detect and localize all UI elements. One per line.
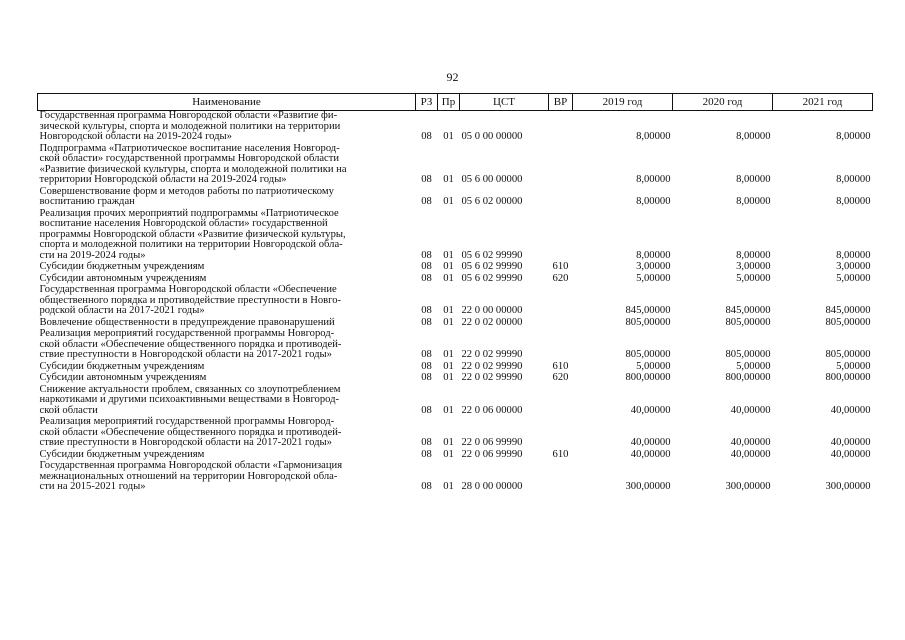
row-2020: 845,00000 (725, 305, 771, 316)
row-name: Реализация мероприятий государственной программы Новгород- ской области «Обеспечение общественного порядка и противодей- ствие преступности в Новгородской области на 2017-2021 годы» (39, 416, 342, 448)
row-rz: 08 (421, 131, 432, 142)
row-pr: 01 (443, 272, 454, 284)
budget-table (37, 93, 873, 494)
row-2019: 8,00000 (636, 131, 671, 142)
row-2020: 8,00000 (736, 174, 771, 185)
row-cst: 22 0 02 99990 (461, 372, 523, 383)
row-name: Подпрограмма «Патриотическое воспитание населения Новгород- ской области» государственной программы Новгородской области «Развитие физической культуры, спорта и молодежной политики на территории Новгородской области на 2019-2024 годы» (39, 142, 347, 185)
row-vr (549, 318, 573, 330)
row-2020: 5,00000 (736, 272, 771, 284)
row-vr (549, 144, 573, 187)
table-row (38, 373, 873, 385)
row-vr: 620 (552, 272, 569, 284)
row-cst: 22 0 06 00000 (461, 404, 523, 416)
row-2021: 805,00000 (825, 316, 871, 328)
row-2019: 5,00000 (636, 272, 671, 284)
row-2021: 8,00000 (836, 174, 871, 185)
header-2020: 2020 год (673, 94, 773, 111)
row-name: Реализация прочих мероприятий подпрограммы «Патриотическое воспитание населения Новгородской области» государственной программы Новгородской области «Развитие физической культуры, спорта и молодежной политики на территории Новгородской обла- сти на 2019-2024 годы» (39, 207, 346, 261)
row-2021: 805,00000 (825, 349, 871, 360)
row-cst: 22 0 00 00000 (461, 305, 523, 316)
row-rz: 08 (421, 305, 432, 316)
row-pr: 01 (443, 372, 454, 383)
row-name: Субсидии бюджетным учреждениям (39, 360, 205, 372)
row-2021: 40,00000 (830, 404, 871, 416)
row-2021: 5,00000 (836, 272, 871, 284)
row-2019: 8,00000 (636, 249, 671, 261)
table-row (38, 385, 873, 418)
row-2019: 805,00000 (625, 316, 671, 328)
table-row (38, 209, 873, 263)
row-2020: 5,00000 (736, 360, 771, 372)
header-vr: ВР (549, 94, 573, 111)
row-2021: 5,00000 (836, 360, 871, 372)
row-2021: 40,00000 (830, 437, 871, 448)
row-name: Реализация мероприятий государственной программы Новгород- ской области «Обеспечение общественного порядка и противодей- ствие преступности в Новгородской области на 2017-2021 годы» (39, 328, 342, 360)
row-2019: 5,00000 (636, 360, 671, 372)
table-row (38, 262, 873, 274)
row-rz: 08 (421, 481, 432, 492)
row-rz: 08 (421, 249, 432, 261)
row-vr (549, 385, 573, 418)
row-name: Субсидии автономным учреждениям (39, 372, 207, 383)
header-rz: РЗ (416, 94, 438, 111)
row-rz: 08 (421, 437, 432, 448)
row-2019: 800,00000 (625, 372, 671, 383)
row-rz: 08 (421, 272, 432, 284)
header-2019: 2019 год (573, 94, 673, 111)
row-vr (549, 111, 573, 144)
row-cst: 22 0 06 99990 (461, 448, 523, 460)
row-2019: 845,00000 (625, 305, 671, 316)
row-name: Государственная программа Новгородской области «Обеспечение общественного порядка и противодействие преступности в Новго- родской области на 2017-2021 годы» (39, 284, 342, 316)
row-2019: 300,00000 (625, 481, 671, 492)
row-name: Государственная программа Новгородской области «Развитие фи- зической культуры, спорта и молодежной политики на территории Новгородской области на 2019-2024 годы» (39, 110, 341, 142)
row-cst: 28 0 00 00000 (461, 481, 523, 492)
row-name: Субсидии бюджетным учреждениям (39, 448, 205, 460)
row-pr: 01 (443, 349, 454, 360)
header-name: Наименование (38, 94, 416, 111)
row-name: Субсидии автономным учреждениям (39, 272, 207, 284)
row-2020: 300,00000 (725, 481, 771, 492)
row-cst: 05 6 02 00000 (461, 196, 523, 207)
row-2020: 40,00000 (730, 437, 771, 448)
row-pr: 01 (443, 316, 454, 328)
header-cst: ЦСТ (460, 94, 549, 111)
row-vr: 610 (552, 448, 569, 460)
row-vr: 610 (552, 360, 569, 372)
row-name: Субсидии бюджетным учреждениям (39, 261, 205, 272)
page-number: 92 (446, 70, 459, 84)
row-2021: 8,00000 (836, 249, 871, 261)
row-pr: 01 (443, 437, 454, 448)
row-pr: 01 (443, 196, 454, 207)
row-2020: 805,00000 (725, 349, 771, 360)
row-vr (549, 417, 573, 450)
row-2020: 40,00000 (730, 448, 771, 460)
row-name: Государственная программа Новгородской области «Гармонизация межнациональных отношений на территории Новгородской обла- сти на 2015-2021 годы» (39, 460, 343, 492)
row-rz: 08 (421, 316, 432, 328)
row-pr: 01 (443, 448, 454, 460)
row-vr (549, 285, 573, 318)
row-2021: 800,00000 (825, 372, 871, 383)
row-2019: 40,00000 (630, 404, 671, 416)
table-row (38, 285, 873, 318)
row-name: Вовлечение общественности в предупреждение правонарушений (39, 316, 335, 328)
row-vr (549, 209, 573, 263)
row-2021: 8,00000 (836, 131, 871, 142)
row-pr: 01 (443, 131, 454, 142)
table-row (38, 111, 873, 144)
row-rz: 08 (421, 196, 432, 207)
row-2019: 8,00000 (636, 196, 671, 207)
row-cst: 05 6 02 99990 (461, 249, 523, 261)
header-2021: 2021 год (773, 94, 873, 111)
row-vr (549, 187, 573, 209)
table-row (38, 187, 873, 209)
row-2019: 8,00000 (636, 174, 671, 185)
row-pr: 01 (443, 305, 454, 316)
row-cst: 05 6 00 00000 (461, 174, 523, 185)
row-2020: 8,00000 (736, 131, 771, 142)
row-vr (549, 461, 573, 494)
row-2021: 3,00000 (836, 261, 871, 272)
row-vr: 610 (552, 261, 569, 272)
row-2019: 40,00000 (630, 437, 671, 448)
header-row (38, 94, 873, 111)
table-row (38, 461, 873, 494)
row-cst: 22 0 02 99990 (461, 360, 523, 372)
row-cst: 05 6 02 99990 (461, 261, 523, 272)
row-rz: 08 (421, 372, 432, 383)
table-row (38, 417, 873, 450)
header-pr: Пр (438, 94, 460, 111)
row-cst: 05 6 02 99990 (461, 272, 523, 284)
row-pr: 01 (443, 249, 454, 261)
row-2020: 8,00000 (736, 249, 771, 261)
row-2020: 3,00000 (736, 261, 771, 272)
table-row (38, 329, 873, 362)
row-2021: 300,00000 (825, 481, 871, 492)
row-name: Снижение актуальности проблем, связанных со злоупотреблением наркотиками и другими психоактивными веществами в Новгород- ской области (39, 383, 341, 416)
row-2020: 805,00000 (725, 316, 771, 328)
row-2021: 40,00000 (830, 448, 871, 460)
row-pr: 01 (443, 481, 454, 492)
row-rz: 08 (421, 448, 432, 460)
row-2020: 8,00000 (736, 196, 771, 207)
row-rz: 08 (421, 174, 432, 185)
row-2021: 845,00000 (825, 305, 871, 316)
row-2020: 40,00000 (730, 404, 771, 416)
row-cst: 22 0 02 99990 (461, 349, 523, 360)
row-2019: 3,00000 (636, 261, 671, 272)
table-row (38, 144, 873, 187)
row-2019: 805,00000 (625, 349, 671, 360)
row-pr: 01 (443, 360, 454, 372)
row-pr: 01 (443, 261, 454, 272)
row-rz: 08 (421, 349, 432, 360)
row-cst: 22 0 06 99990 (461, 437, 523, 448)
row-2020: 800,00000 (725, 372, 771, 383)
row-pr: 01 (443, 404, 454, 416)
row-rz: 08 (421, 404, 432, 416)
row-vr (549, 329, 573, 362)
row-cst: 05 0 00 00000 (461, 131, 523, 142)
row-name: Совершенствование форм и методов работы по патриотическому воспитанию граждан (39, 185, 334, 207)
row-pr: 01 (443, 174, 454, 185)
row-cst: 22 0 02 00000 (461, 316, 523, 328)
row-vr: 620 (552, 372, 569, 383)
row-2021: 8,00000 (836, 196, 871, 207)
row-2019: 40,00000 (630, 448, 671, 460)
row-rz: 08 (421, 261, 432, 272)
row-rz: 08 (421, 360, 432, 372)
